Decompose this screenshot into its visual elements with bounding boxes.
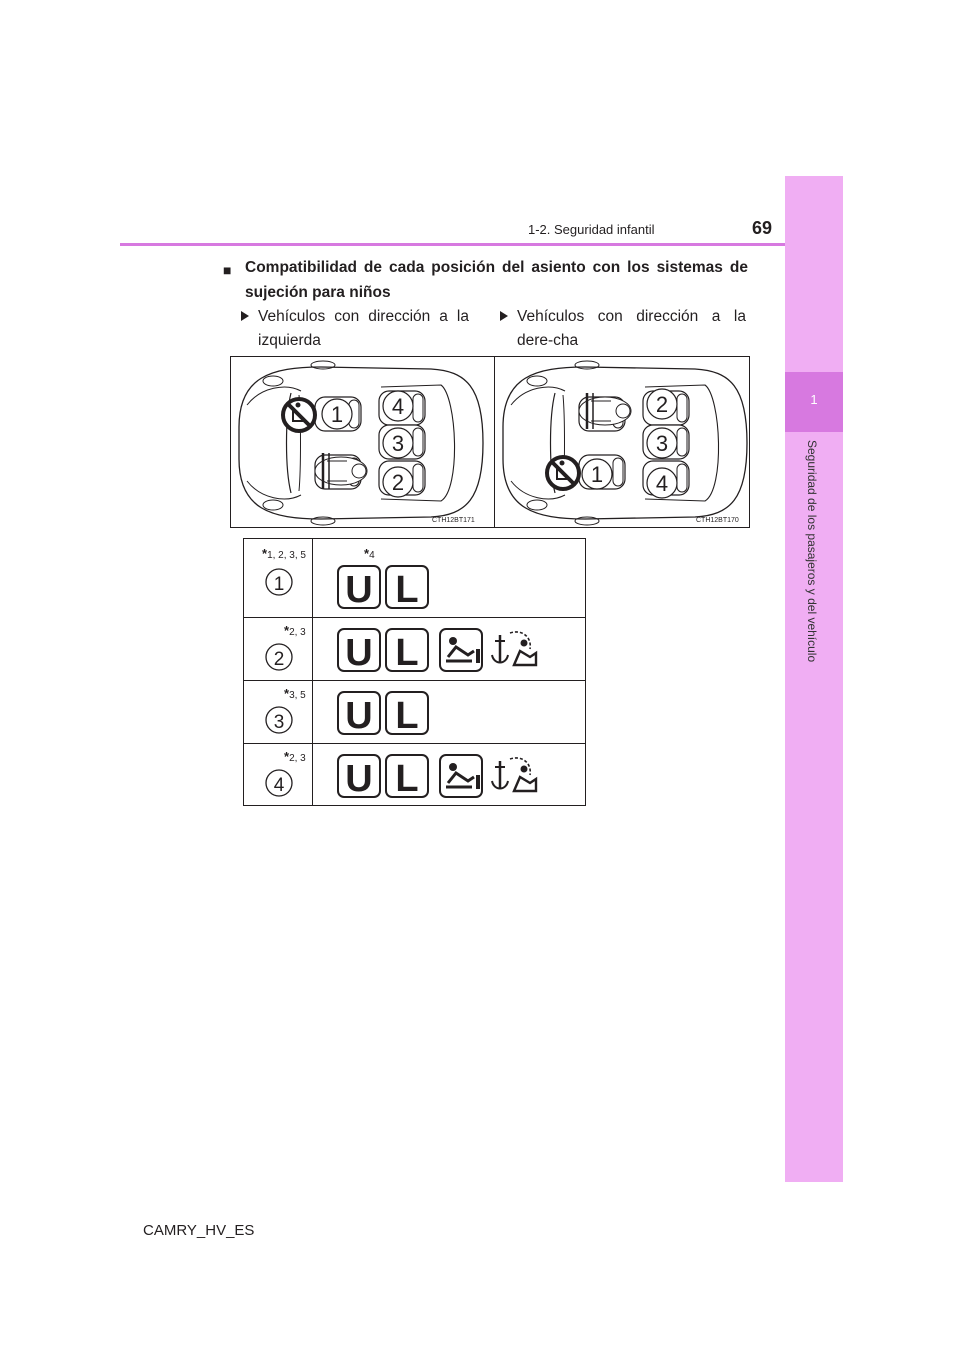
position-number-icon (264, 768, 294, 798)
label-l: L (395, 569, 419, 611)
label-u: U (345, 695, 373, 737)
table-row (244, 744, 585, 805)
header-rule (120, 243, 785, 246)
triangle-bullet-icon (500, 311, 508, 321)
figure-code-right: CTH12BT170 (696, 517, 739, 524)
seat-number: 2 (391, 470, 405, 495)
seat-number: 4 (655, 471, 669, 496)
position-number-icon (264, 705, 294, 735)
page-number: 69 (752, 218, 773, 238)
subsection-right (500, 305, 746, 353)
category-labels (336, 690, 432, 738)
triangle-bullet-icon (241, 311, 249, 321)
footnote-ref: *3, 5 (284, 686, 306, 701)
subsection-left-text: Vehículos con dirección a la izquierda (258, 308, 469, 349)
label-u: U (345, 758, 373, 800)
section-title: 1-2. Seguridad infantil (528, 222, 655, 237)
svg-text:2: 2 (273, 649, 285, 670)
top-tether-anchor-icon (490, 753, 540, 801)
seat-number: 4 (391, 394, 405, 419)
seat-position-diagram (230, 356, 750, 528)
category-labels (336, 564, 432, 612)
label-l: L (395, 695, 419, 737)
section-heading-text: Compatibilidad de cada posición del asiento con los sistemas de sujeción para niños (245, 259, 748, 301)
svg-text:3: 3 (273, 712, 285, 733)
footnote-ref: *1, 2, 3, 5 (262, 546, 306, 561)
seat-number: 1 (590, 462, 604, 487)
chapter-number: 1 (810, 392, 818, 407)
seat-number: 3 (655, 431, 669, 456)
seat-number: 2 (655, 392, 669, 417)
seat-number: 1 (330, 402, 344, 427)
label-l: L (395, 758, 419, 800)
footer-model-code: CAMRY_HV_ES (143, 1222, 255, 1239)
category-labels (336, 627, 432, 675)
chapter-title: Seguridad de los pasajeros y del vehículo (805, 440, 819, 663)
subsection-left (241, 305, 469, 353)
label-l: L (395, 632, 419, 674)
footnote-ref: *2, 3 (284, 749, 306, 764)
category-labels (336, 753, 432, 801)
square-bullet-icon: ■ (223, 262, 232, 278)
position-number-icon (264, 567, 294, 597)
car-diagrams (231, 357, 751, 529)
table-row (244, 618, 585, 681)
label-u: U (345, 569, 373, 611)
compatibility-table (243, 538, 586, 806)
table-row (244, 539, 585, 618)
figure-code-left: CTH12BT171 (432, 517, 475, 524)
position-number-icon (264, 642, 294, 672)
subsection-right-text: Vehículos con dirección a la dere-cha (517, 308, 746, 349)
svg-text:1: 1 (273, 574, 285, 595)
chapter-side-tab (785, 176, 843, 1182)
top-tether-anchor-icon (490, 627, 540, 675)
booster-seat-icon (438, 753, 486, 801)
footnote-ref: *4 (364, 546, 375, 561)
section-heading (223, 255, 748, 305)
booster-seat-icon (438, 627, 486, 675)
svg-text:4: 4 (273, 775, 285, 796)
seat-number: 3 (391, 431, 405, 456)
table-row (244, 681, 585, 744)
label-u: U (345, 632, 373, 674)
footnote-ref: *2, 3 (284, 623, 306, 638)
